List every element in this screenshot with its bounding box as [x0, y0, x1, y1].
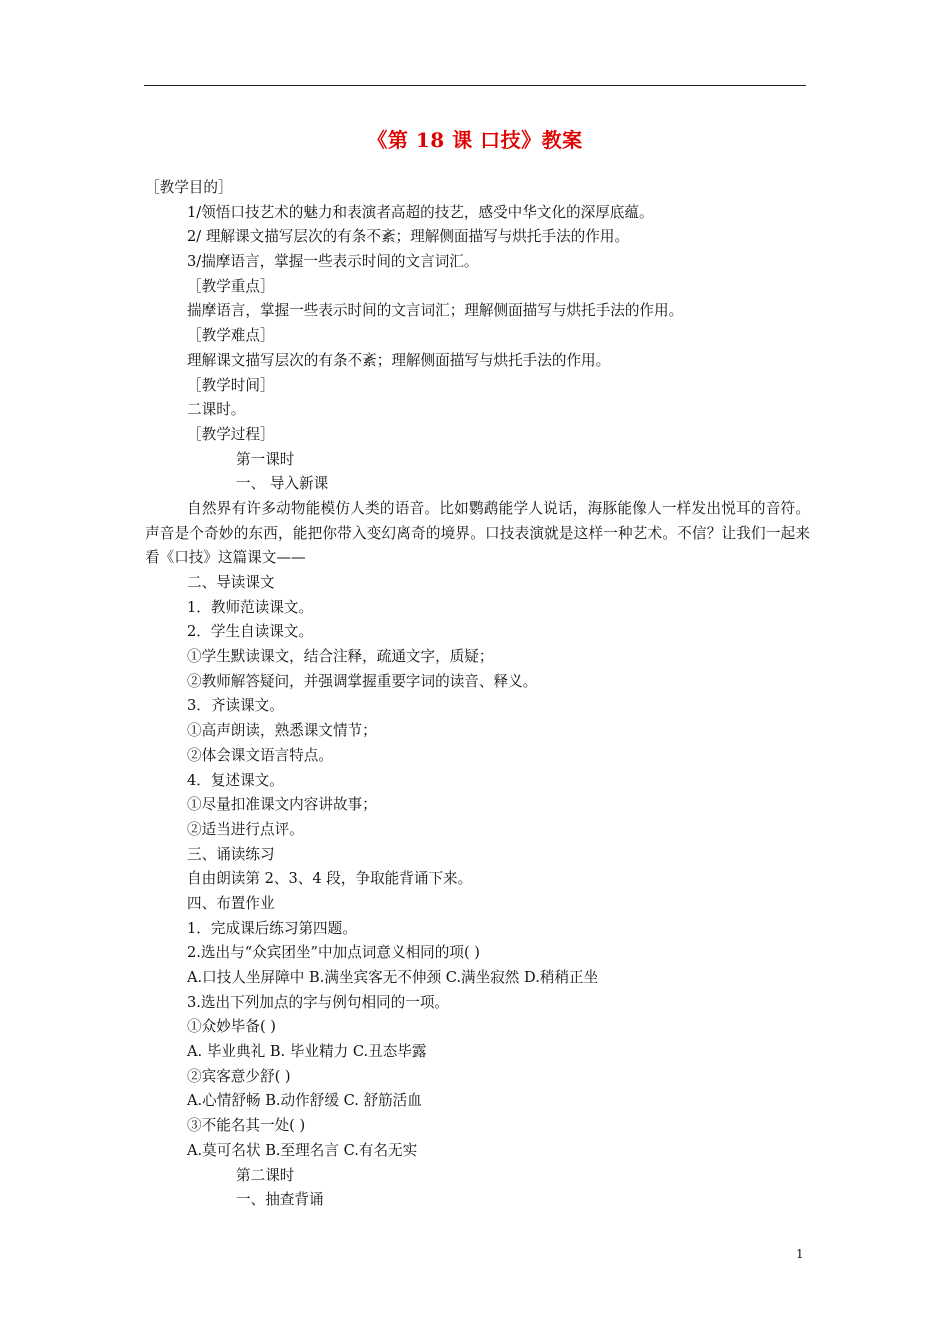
- text-line: 四、布置作业: [187, 894, 275, 912]
- text-line: 3/揣摩语言，掌握一些表示时间的文言词汇。: [187, 253, 479, 271]
- text-line: ②教师解答疑问，并强调掌握重要字词的读音、释义。: [187, 672, 538, 690]
- text-line: 理解课文描写层次的有条不紊；理解侧面描写与烘托手法的作用。: [187, 351, 611, 369]
- text-line: 3．齐读课文。: [187, 697, 284, 715]
- text-line: ［教学重点］: [187, 277, 275, 295]
- text-line: 二、导读课文: [187, 574, 275, 592]
- lines-block-1: [145, 176, 810, 497]
- text-line: A. 毕业典礼 B. 毕业精力 C.丑态毕露: [187, 1043, 427, 1061]
- page-number: 1: [796, 1247, 804, 1261]
- text-line: ②适当进行点评。: [187, 820, 304, 838]
- text-line: ②宾客意少舒( ): [187, 1067, 291, 1085]
- text-line: ③不能名其一处( ): [187, 1117, 306, 1135]
- intro-paragraph: 自然界有许多动物能模仿人类的语音。比如鹦鹉能学人说话，海豚能像人一样发出悦耳的音符。声音是个奇妙的东西，能把你带入变幻离奇的境界。口技表演就是这样一种艺术。不信？让我们一起来看《口技》这篇课文——: [145, 499, 810, 567]
- text-line: 3.选出下列加点的字与例句相同的一项。: [187, 993, 450, 1011]
- text-line: 1．完成课后练习第四题。: [187, 919, 357, 937]
- text-line: ［教学时间］: [187, 376, 275, 394]
- text-line: ①高声朗读，熟悉课文情节；: [187, 722, 377, 740]
- text-line: ①学生默读课文，结合注释，疏通文字，质疑；: [187, 648, 494, 666]
- text-line: ①众妙毕备( ): [187, 1018, 276, 1036]
- text-line: A.莫可名状 B.至理名言 C.有名无实: [187, 1141, 418, 1159]
- text-line: 一、 导入新课: [236, 475, 329, 493]
- text-line: A.口技人坐屏障中 B.满坐宾客无不伸颈 C.满坐寂然 D.稍稍正坐: [187, 969, 599, 987]
- text-line: ①尽量扣准课文内容讲故事；: [187, 796, 377, 814]
- text-line: 三、诵读练习: [187, 845, 275, 863]
- text-line: 二课时。: [187, 401, 246, 419]
- text-line: ②体会课文语言特点。: [187, 746, 333, 764]
- text-line: 2.选出与“众宾团坐”中加点词意义相同的项( ): [187, 944, 480, 962]
- text-line: ［教学过程］: [187, 425, 275, 443]
- document-body: [145, 176, 810, 1213]
- header-rule: [144, 85, 806, 86]
- text-line: 一、抽查背诵: [236, 1191, 324, 1209]
- document-title: 《第 18 课 口技》教案: [367, 128, 583, 152]
- text-line: 第二课时: [236, 1166, 295, 1184]
- text-line: 4．复述课文。: [187, 771, 284, 789]
- text-line: ［教学难点］: [187, 327, 275, 345]
- text-line: 2/ 理解课文描写层次的有条不紊；理解侧面描写与烘托手法的作用。: [187, 228, 630, 246]
- text-line: 2．学生自读课文。: [187, 623, 314, 641]
- text-line: 第一课时: [236, 450, 295, 468]
- text-line: 1．教师范读课文。: [187, 598, 314, 616]
- text-line: ［教学目的］: [145, 179, 233, 196]
- text-line: 1/领悟口技艺术的魅力和表演者高超的技艺，感受中华文化的深厚底蕴。: [187, 203, 654, 221]
- text-line: 自由朗读第 2、3、4 段，争取能背诵下来。: [187, 870, 473, 888]
- text-line: 揣摩语言，掌握一些表示时间的文言词汇；理解侧面描写与烘托手法的作用。: [187, 302, 684, 320]
- lines-block-2: [145, 571, 810, 1213]
- text-line: A.心情舒畅 B.动作舒缓 C. 舒筋活血: [187, 1092, 422, 1110]
